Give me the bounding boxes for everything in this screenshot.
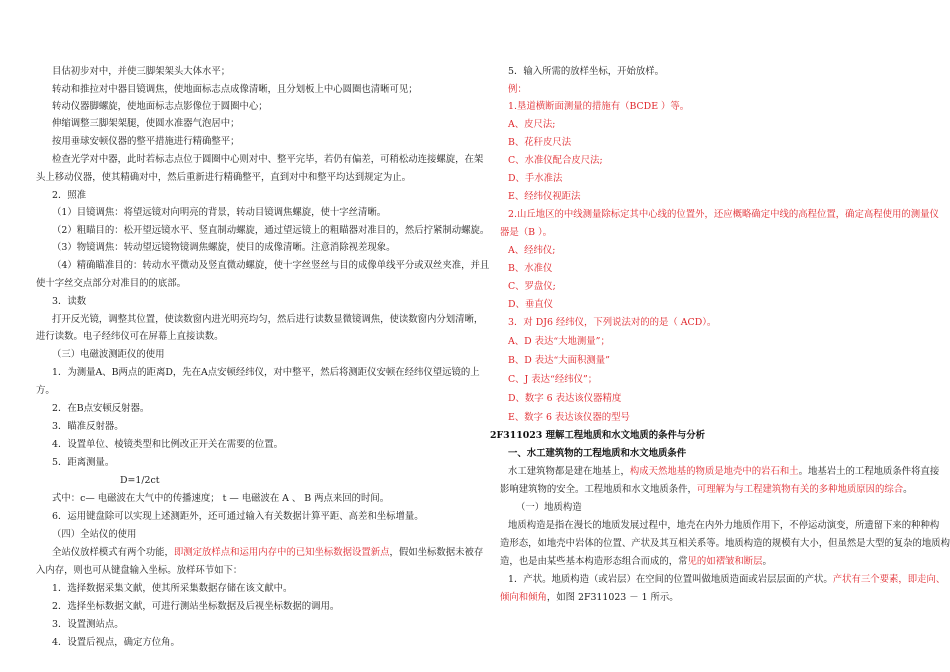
option-b: B、D 表达“大面积测量” xyxy=(508,355,610,366)
question-2-cont: 器是（B ）。 xyxy=(500,227,553,238)
section-title: 2F311023 理解工程地质和水文地质的条件与分析 xyxy=(490,430,705,441)
option-c: C、J 表达“经纬仪”； xyxy=(508,374,598,385)
text-span: 水工建筑物都是建在地基上， xyxy=(508,466,630,477)
text-line: 方。 xyxy=(36,385,55,396)
option-e: E、经纬仪视距法 xyxy=(508,191,581,202)
text-line: 6．运用键盘除可以实现上述测距外，还可通过输入有关数据计算平距、高差和坐标增量。 xyxy=(52,511,424,522)
section-heading: 3．读数 xyxy=(52,296,87,307)
text-line: 转动和推拉对中器目镜调焦，使地面标志点成像清晰，且分划板上中心圆圈也清晰可见； xyxy=(52,84,418,95)
text-line xyxy=(500,556,772,568)
section-heading: 2．照准 xyxy=(52,190,87,201)
section-heading: （一）地质构造 xyxy=(516,502,582,513)
text-line: 目估初步对中，并使三脚架架头大体水平； xyxy=(52,66,231,77)
text-line: 式中：c— 电磁波在大气中的传播速度； t — 电磁波在 A 、 B 两点来回的时间。 xyxy=(52,493,390,504)
section-heading: （四）全站仪的使用 xyxy=(52,529,137,540)
text-line: （2）粗瞄目的：松开望远镜水平、竖直制动螺旋，通过望远镜上的粗瞄器对准目的，然后拧紧制动螺旋。 xyxy=(52,225,490,236)
text-line: （3）物镜调焦：转动望远镜物镜调焦螺旋，使目的成像清晰。注意消除视差现象。 xyxy=(52,242,396,253)
example-label: 例： xyxy=(508,84,527,95)
option-b: B、水准仪 xyxy=(508,263,553,274)
text-line: 转动仪器脚螺旋，使地面标志点影像位于圆圈中心； xyxy=(52,101,268,112)
section-heading: （三）电磁波测距仪的使用 xyxy=(52,349,165,360)
text-line: 4．设置单位、棱镜类型和比例改正开关在需要的位置。 xyxy=(52,439,283,450)
text-line xyxy=(52,547,483,559)
text-line xyxy=(500,592,679,604)
question-1: 1.垦道横断面测量的措施有（BCDE ）等。 xyxy=(508,101,690,112)
text-line xyxy=(508,574,945,586)
text-line: 伸缩调整三脚架架腿，使圆水准器气泡居中； xyxy=(52,118,240,129)
text-span: 影响建筑物的安全。工程地质和水文地质条件， xyxy=(500,484,697,495)
text-line: 3．设置测站点。 xyxy=(52,619,124,630)
text-line: 打开反光镜，调整其位置，使读数窗内进光明亮均匀，然后进行读数显微镜调焦，使读数窗内分划清晰， xyxy=(52,314,484,325)
text-line: 1．为测量A、B两点的距离D，先在A点安顿经纬仪，对中整平，然后将测距仪安顿在经纬仪望远镜的上 xyxy=(52,367,480,378)
text-line: 3．瞄准反射器。 xyxy=(52,421,124,432)
text-span: 。地基岩土的工程地质条件将直接 xyxy=(798,466,940,477)
highlighted-text: 见的如褶皱和断层 xyxy=(687,556,763,567)
text-line: 头上移动仪器，使其精确对中，然后重新进行精确整平，直到对中和整平均达到规定为止。 xyxy=(36,172,412,183)
option-d: D、手水准法 xyxy=(508,173,563,184)
text-line: 使十字丝交点部分对准目的的底部。 xyxy=(36,278,187,289)
text-span: 。 xyxy=(762,556,772,567)
question-2: 2.山丘地区的中线测量除标定其中心线的位置外，还应概略确定中线的高程位置，确定高程使用的测量仪 xyxy=(508,209,939,220)
text-line: 4．设置后视点，确定方位角。 xyxy=(52,637,180,648)
text-line: 地质构造是指在漫长的地质发展过程中，地壳在内外力地质作用下，不停运动演变，所遗留下来的种种构 xyxy=(508,520,940,531)
highlighted-text: 即测定放样点和运用内存中的已知坐标数据设置新点 xyxy=(173,547,390,558)
text-line: （4）精确瞄准目的：转动水平微动及竖直微动螺旋，使十字丝竖丝与目的成像单线平分或双丝夹准，并且 xyxy=(52,260,490,271)
text-line xyxy=(500,484,913,496)
subsection-title: 一、水工建筑物的工程地质和水文地质条件 xyxy=(508,448,687,459)
text-line: 造形态，如地壳中岩体的位置、产状及其互相关系等。地质构造的规模有大小，但虽然是大型的复杂的地质构 xyxy=(500,538,950,549)
option-e: E、数字 6 表达该仪器的型号 xyxy=(508,412,630,423)
text-line: 5．距离测量。 xyxy=(52,457,115,468)
option-c: C、罗盘仪; xyxy=(508,281,556,292)
text-line: 检查光学对中器，此时若标志点位于圆圈中心则对中、整平完毕，若仍有偏差，可稍松动连接螺旋，在架 xyxy=(52,154,484,165)
option-d: D、垂直仪 xyxy=(508,299,554,310)
highlighted-text: 构成天然地基的物质是地壳中的岩石和土 xyxy=(629,466,799,477)
text-line: 2．选择坐标数据文献，可进行测站坐标数据及后视坐标数据的调用。 xyxy=(52,601,340,612)
option-c: C、水准仪配合皮尺法; xyxy=(508,155,603,166)
text-line: 1．选择数据采集文献，使其所采集数据存储在该文献中。 xyxy=(52,583,293,594)
option-a: A、经纬仪; xyxy=(508,245,556,256)
text-span: ，如图 2F311023 － 1 所示。 xyxy=(546,592,679,603)
option-d: D、数字 6 表达该仪器精度 xyxy=(508,393,622,404)
text-span: 1．产状。地质构造（或岩层）在空间的位置叫做地质造面或岩层层面的产状。 xyxy=(508,574,833,585)
text-line: 2．在B点安顿反射器。 xyxy=(52,403,150,414)
text-span: 。 xyxy=(903,484,913,495)
text-line: 进行读数。电子经纬仪可在屏幕上直接读数。 xyxy=(36,331,224,342)
option-a: A、皮尺法; xyxy=(508,119,556,130)
text-span: 造，也是由某些基本构造形态组合而成的，常 xyxy=(500,556,688,567)
option-b: B、花秆皮尺法 xyxy=(508,137,572,148)
highlighted-text: 可理解为与工程建筑物有关的多种地质原因的综合 xyxy=(696,484,904,495)
question-3: 3．对 DJ6 经纬仪，下列说法对的的是（ ACD）。 xyxy=(508,317,717,328)
text-line: 按用垂球安顿仪器的整平措施进行精确整平； xyxy=(52,136,240,147)
formula: D=1/2ct xyxy=(120,475,160,486)
text-span: 全站仪放样模式有两个功能， xyxy=(52,547,174,558)
text-line: （1）目镜调焦：将望远镜对向明亮的背景，转动目镜调焦螺旋，使十字丝清晰。 xyxy=(52,207,387,218)
text-line: 5．输入所需的放样坐标，开始放样。 xyxy=(508,66,664,77)
text-span: ，假如坐标数据未被存 xyxy=(389,547,484,558)
text-line xyxy=(508,466,939,478)
highlighted-text: 产状有三个要素，即走向、 xyxy=(832,574,946,585)
option-a: A、D 表达“大地测量”； xyxy=(508,336,610,347)
text-line: 入内存，则也可从键盘输入坐标。放样环节如下： xyxy=(36,565,243,576)
highlighted-text: 倾向和倾角 xyxy=(500,592,547,603)
